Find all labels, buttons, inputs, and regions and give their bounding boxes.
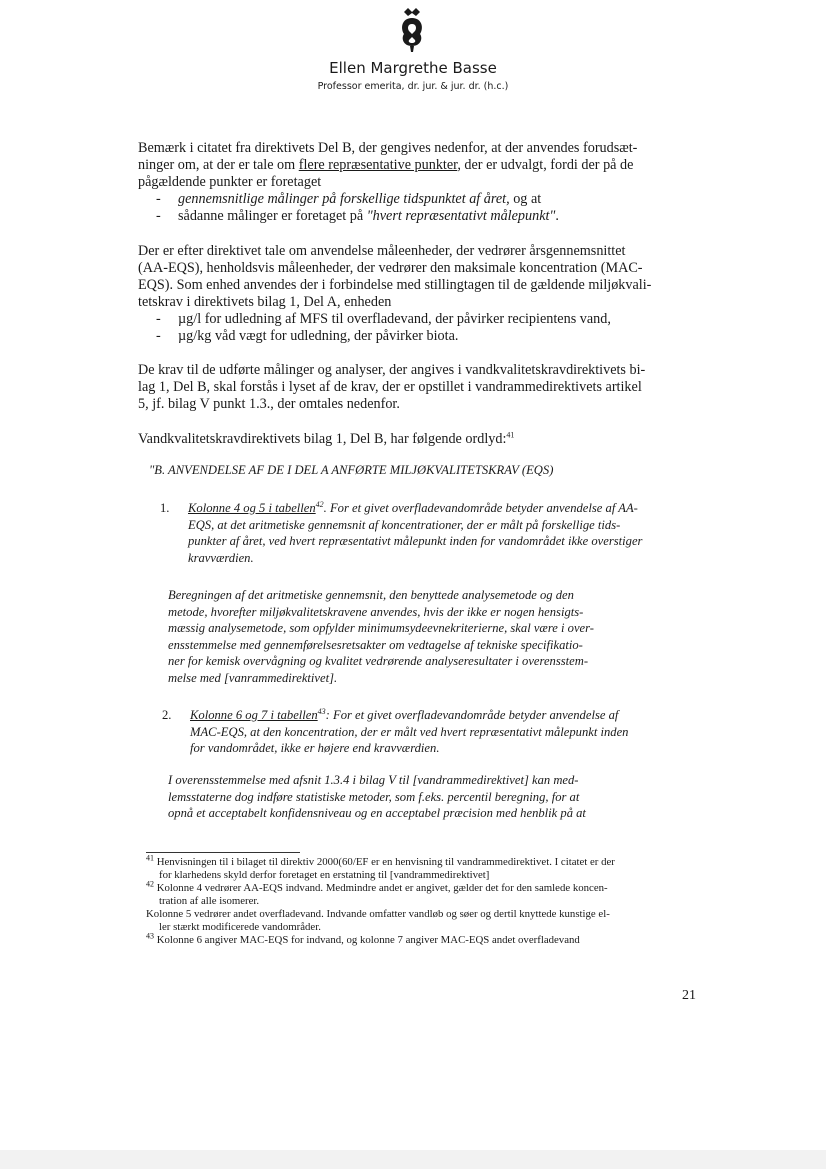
text-span: . <box>555 208 559 224</box>
text-line: De krav til de udførte målinger og analyser, der angives i vandkvalitetskravdirektivets bi- <box>138 362 646 378</box>
text-line: metode, hvorefter miljøkvalitetskravene anvendes, hvis der ikke er nogen hensigts- <box>168 604 584 619</box>
author-title: Professor emerita, dr. jur. & jur. dr. (h.c.) <box>317 81 509 92</box>
text-line: 5, jf. bilag V punkt 1.3., der omtales nedenfor. <box>138 396 400 412</box>
footnote-number: 41 <box>146 853 154 863</box>
list-item: - µg/l for udledning af MFS til overfladevand, der påvirker recipientens vand, <box>156 311 686 328</box>
item-number: 2. <box>162 708 172 722</box>
text-line: lag 1, Del B, skal forstås i lyset af de krav, der er opstillet i vandrammedirektivets artikel <box>138 379 642 395</box>
text-span: , der er udvalgt, fordi der på de <box>457 157 634 173</box>
text-span: og at <box>509 191 542 207</box>
underlined-phrase: Kolonne 4 og 5 i tabellen <box>188 501 316 515</box>
text-line: MAC-EQS, at den koncentration, der er målt ved hvert repræsentativt målepunkt inden <box>190 724 629 739</box>
text-line: I overensstemmelse med afsnit 1.3.4 i bilag V til [vandrammedirektivet] kan med- <box>168 773 579 787</box>
text-line: Bemærk i citatet fra direktivets Del B, der gengives nedenfor, at der anvendes forudsæt- <box>138 140 638 156</box>
text-line <box>138 431 686 448</box>
text-span: ninger om, at der er tale om <box>138 157 299 173</box>
text-line: EQS). Som enhed anvendes der i forbindelse med stillingtagen til de gældende miljøkvali- <box>138 277 652 293</box>
bullet-list <box>138 311 686 345</box>
footnote-ref: 41 <box>506 430 515 440</box>
text-line: for klarhedens skyld derfor foretaget en erstatning til [vandrammedirektivet] <box>159 869 490 881</box>
list-item: - µg/kg våd vægt for udledning, der påvirker biota. <box>156 328 686 345</box>
paragraph-1 <box>138 140 686 225</box>
underlined-phrase: Kolonne 6 og 7 i tabellen <box>190 708 318 722</box>
text-span: "hvert repræsentativt målepunkt" <box>366 208 556 224</box>
text-line: Kolonne 5 vedrører andet overfladevand. Indvande omfatter vandløb og søer og dertil knyttede kunstige el- <box>146 908 610 920</box>
underlined-phrase: flere repræsentative punkter <box>298 157 458 173</box>
text-span: Kolonne 4 vedrører AA-EQS indvand. Medmindre andet er angivet, gælder det for den samlede koncen- <box>154 882 608 894</box>
text-line: pågældende punkter er foretaget <box>138 174 322 190</box>
text-line: punkter af året, ved hvert repræsentativt målepunkt inden for vandområdet ikke overstiger <box>188 534 643 548</box>
paragraph-2 <box>138 243 686 345</box>
text-line <box>188 500 700 517</box>
footnotes <box>146 853 706 947</box>
text-span: gennemsnitlige målinger på forskellige tidspunktet af året, <box>178 191 510 207</box>
logo-icon <box>392 6 432 56</box>
page-edge <box>0 1150 826 1169</box>
paragraph-3 <box>138 362 686 413</box>
text-line: (AA-EQS), henholdsvis måleenheder, der vedrører den maksimale koncentration (MAC- <box>138 260 643 276</box>
footnote-divider <box>146 852 300 853</box>
text-line: ensstemmelse med gennemførelsesretsakter om vedtagelse af tekniske specifikatio- <box>168 637 583 652</box>
list-item <box>156 208 686 225</box>
text-line: lemsstaterne dog indføre statistiske metoder, som f.eks. percentil beregning, for at <box>168 789 580 804</box>
text-line <box>190 707 702 724</box>
bullet-list <box>138 191 686 225</box>
text-line: Der er efter direktivet tale om anvendelse måleenheder, der vedrører årsgennemsnittet <box>138 243 626 259</box>
text-line: tetskrav i direktivets bilag 1, Del A, enheden <box>138 294 392 310</box>
list-item <box>156 191 686 208</box>
text-line: ner for kemisk overvågning og kvalitet vedrørende analyseresultater i overensstem- <box>168 654 589 668</box>
text-line: opnå et acceptabelt konfidensniveau og en acceptabel præcision med henblik på at <box>168 806 586 820</box>
text-line: melse med [vanrammedirektivet]. <box>168 670 338 685</box>
page-number: 21 <box>682 988 696 1003</box>
text-line: for vandområdet, ikke er højere end kravværdien. <box>190 741 440 755</box>
text-line: EQS, at det aritmetiske gennemsnit af koncentrationer, der er målt på forskellige tids- <box>188 517 621 532</box>
text-line <box>138 157 686 174</box>
text-span: Kolonne 6 angiver MAC-EQS for indvand, og kolonne 7 angiver MAC-EQS andet overfladevand <box>154 934 580 946</box>
quote-block-1 <box>168 587 696 686</box>
text-span: Vandkvalitetskravdirektivets bilag 1, Del B, har følgende ordlyd: <box>138 431 507 447</box>
footnote-41 <box>146 853 706 869</box>
quote-item-1 <box>160 500 700 566</box>
text-line: tration af alle isomerer. <box>159 895 260 907</box>
text-line: Beregningen af det aritmetiske gennemsnit, den benyttede analysemetode og den <box>168 588 574 602</box>
footnote-43 <box>146 931 706 947</box>
text-span: : For et givet overfladevandområde betyder anvendelse af <box>325 708 619 722</box>
text-line: ler stærkt modificerede vandområder. <box>159 921 321 933</box>
quote-block-2 <box>168 772 696 822</box>
paragraph-4 <box>138 431 686 448</box>
footnote-42 <box>146 879 706 895</box>
text-span: Henvisningen til i bilaget til direktiv 2000(60/EF er en henvisning til vandrammedirektivet. I citatet er der <box>154 856 615 868</box>
item-number: 1. <box>160 501 170 515</box>
footnote-number: 42 <box>146 879 154 889</box>
text-span: . For et givet overfladevandområde betyder anvendelse af AA- <box>323 501 638 515</box>
footnote-ref: 42 <box>315 499 324 509</box>
text-span: sådanne målinger er foretaget på <box>178 208 367 224</box>
quote-item-2 <box>162 707 702 757</box>
footnote-ref: 43 <box>317 706 326 716</box>
text-line: mæssig analysemetode, som opfylder minimumsydeevnekriterierne, skal være i over- <box>168 621 594 635</box>
footnote-number: 43 <box>146 931 154 941</box>
text-line: kravværdien. <box>188 550 254 565</box>
quote-heading: "B. ANVENDELSE AF DE I DEL A ANFØRTE MILJØKVALITETSKRAV (EQS) <box>149 463 554 477</box>
author-name: Ellen Margrethe Basse <box>329 59 497 77</box>
